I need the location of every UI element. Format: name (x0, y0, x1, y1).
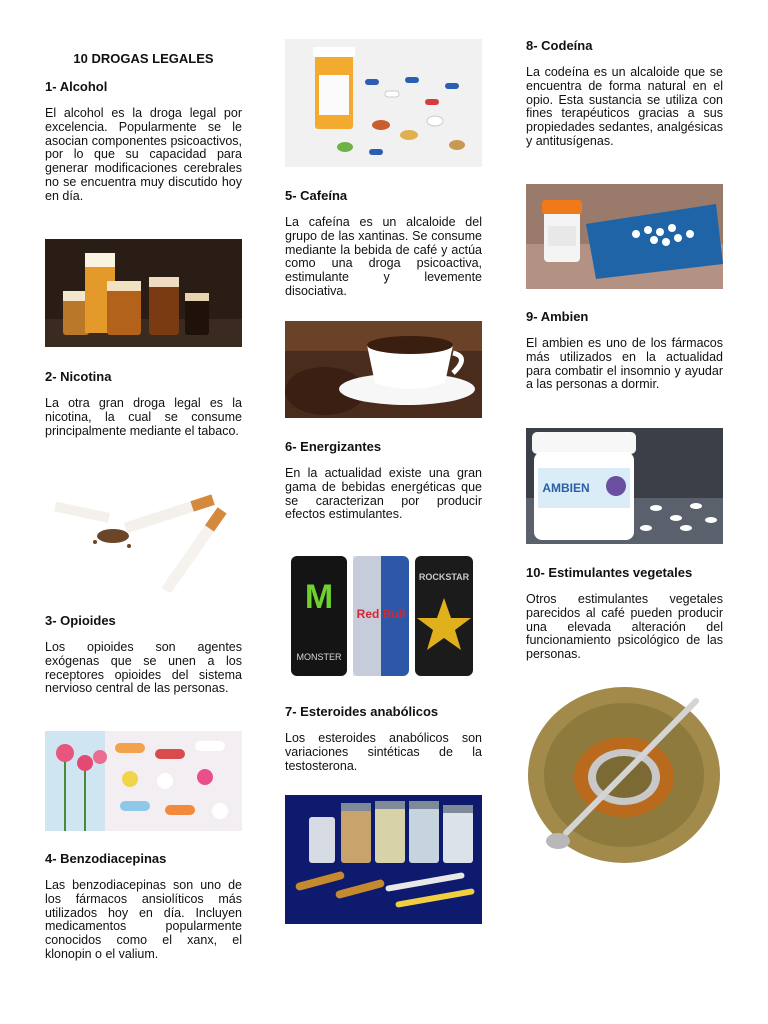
image-energy-cans (285, 548, 482, 678)
monster-can-label: MONSTER (296, 652, 342, 662)
image-beers (45, 239, 242, 347)
heading-opioides: 3- Opioides (45, 613, 116, 628)
text-estimulantes-vegetales: Otros estimulantes vegetales parecidos al café pueden producir una elevada alteración del funcionamiento psicológico de las personas. (526, 592, 723, 662)
image-pill-bottle (285, 39, 482, 167)
text-codeina: La codeína es un alcaloide que se encuentra de forma natural en el opio. Esta sustancia se utiliza con fines terapéuticos gracias a sus propiedades sedantes, analgésicas y antitusígenas. (526, 65, 723, 148)
heading-energizantes: 6- Energizantes (285, 439, 382, 454)
redbull-can-label: Red Bull (356, 607, 406, 621)
page-title: 10 DROGAS LEGALES (73, 51, 214, 66)
image-yerba-mate (526, 683, 723, 865)
heading-benzodiacepinas: 4- Benzodiacepinas (45, 851, 167, 866)
heading-cafeina: 5- Cafeína (285, 188, 348, 203)
rockstar-can-label: ROCKSTAR (418, 572, 470, 582)
text-benzodiacepinas: Las benzodiacepinas son uno de los fármacos ansiolíticos más utilizados hoy en día. Incluyen medicamentos popularmente conocidos como el xanx, el klonopin o el valium. (45, 878, 242, 961)
ambien-label: AMBIEN (542, 481, 590, 495)
image-pills-flowers (45, 731, 242, 831)
text-esteroides: Los esteroides anabólicos son variaciones sintéticas de la testosterona. (285, 731, 482, 773)
heading-ambien: 9- Ambien (526, 309, 589, 324)
image-steroid-vials (285, 795, 482, 924)
text-nicotina: La otra gran droga legal es la nicotina, la cual se consume principalmente mediante el tabaco. (45, 396, 242, 438)
heading-codeina: 8- Codeína (526, 38, 593, 53)
heading-alcohol: 1- Alcohol (45, 79, 108, 94)
heading-esteroides: 7- Esteroides anabólicos (285, 704, 439, 719)
text-alcohol: El alcohol es la droga legal por excelencia. Popularmente se le asocian componentes psicoactivos, por lo que su capacidad para generar modificaciones cerebrales no se encuentra muy discutido hoy en día. (45, 106, 242, 203)
heading-nicotina: 2- Nicotina (45, 369, 112, 384)
svg-text:M: M (304, 578, 334, 616)
text-opioides: Los opioides son agentes exógenas que se unen a los receptores opioides del sistema nervioso central de las personas. (45, 640, 242, 696)
image-cigarettes (45, 480, 242, 592)
image-ambien-bottle (526, 428, 723, 544)
text-cafeina: La cafeína es un alcaloide del grupo de las xantinas. Se consume mediante la bebida de café y actúa como una droga psicoactiva, estimulante y levemente disociativa. (285, 215, 482, 298)
heading-estimulantes-vegetales: 10- Estimulantes vegetales (526, 565, 693, 580)
image-codeine-bottle (526, 184, 723, 289)
text-energizantes: En la actualidad existe una gran gama de bebidas energéticas que se caracterizan por producir efectos estimulantes. (285, 466, 482, 522)
image-coffee-cup (285, 321, 482, 418)
text-ambien: El ambien es uno de los fármacos más utilizados en la actualidad para combatir el insomnio y ayudar a las personas a dormir. (526, 336, 723, 392)
